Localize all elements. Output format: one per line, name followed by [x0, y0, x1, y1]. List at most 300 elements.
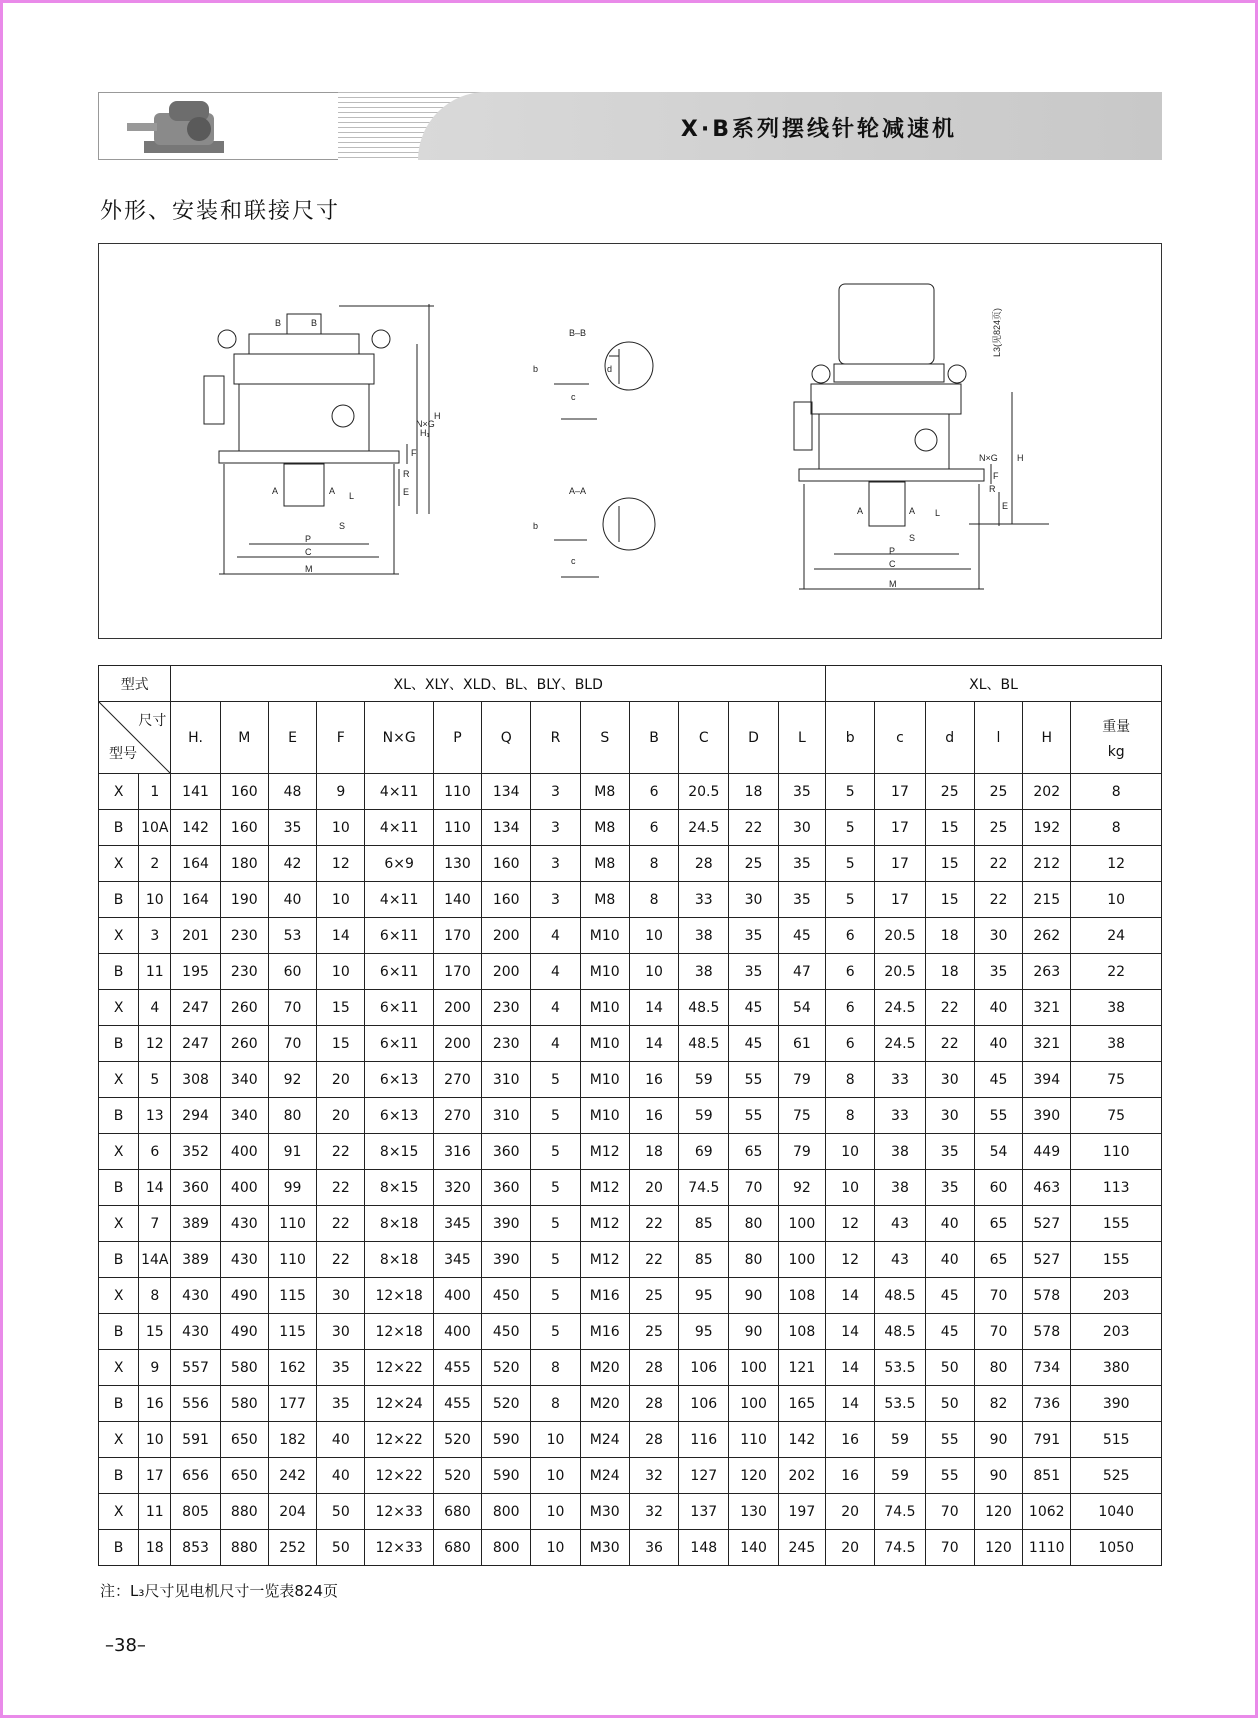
value-cell: 33 — [875, 1062, 925, 1098]
value-cell: 40 — [925, 1206, 974, 1242]
value-cell: 35 — [778, 882, 825, 918]
value-cell: 4 — [531, 990, 580, 1026]
value-cell: 580 — [220, 1350, 268, 1386]
value-cell: M10 — [580, 918, 629, 954]
value-cell: 15 — [925, 810, 974, 846]
value-cell: 45 — [778, 918, 825, 954]
value-cell: 527 — [1023, 1206, 1071, 1242]
model-cell: 13 — [139, 1098, 171, 1134]
value-cell: 24.5 — [875, 1026, 925, 1062]
value-cell: 6 — [826, 954, 875, 990]
value-cell: 10 — [531, 1530, 580, 1566]
value-cell: 79 — [778, 1062, 825, 1098]
value-cell: 8 — [531, 1386, 580, 1422]
value-cell: 1040 — [1071, 1494, 1162, 1530]
model-cell: 7 — [139, 1206, 171, 1242]
value-cell: 100 — [729, 1386, 778, 1422]
value-cell: 527 — [1023, 1242, 1071, 1278]
value-cell: M10 — [580, 990, 629, 1026]
svg-text:P: P — [305, 534, 312, 544]
value-cell: 134 — [482, 810, 531, 846]
column-header: M — [220, 702, 268, 774]
column-header: E — [268, 702, 316, 774]
value-cell: 80 — [974, 1350, 1022, 1386]
column-header: d — [925, 702, 974, 774]
value-cell: 12×33 — [365, 1494, 433, 1530]
value-cell: 203 — [1071, 1278, 1162, 1314]
value-cell: 42 — [268, 846, 316, 882]
value-cell: 142 — [778, 1422, 825, 1458]
model-cell: 17 — [139, 1458, 171, 1494]
value-cell: 200 — [482, 954, 531, 990]
value-cell: 197 — [778, 1494, 825, 1530]
value-cell: 24.5 — [679, 810, 729, 846]
svg-text:A–A: A–A — [569, 486, 587, 496]
value-cell: M10 — [580, 1062, 629, 1098]
group1-header: XL、XLY、XLD、BL、BLY、BLD — [171, 666, 826, 702]
value-cell: 321 — [1023, 990, 1071, 1026]
value-cell: 85 — [679, 1206, 729, 1242]
value-cell: 8 — [1071, 774, 1162, 810]
value-cell: 8×15 — [365, 1134, 433, 1170]
value-cell: M8 — [580, 846, 629, 882]
value-cell: M8 — [580, 882, 629, 918]
value-cell: 106 — [679, 1350, 729, 1386]
value-cell: 75 — [778, 1098, 825, 1134]
value-cell: M12 — [580, 1242, 629, 1278]
value-cell: 99 — [268, 1170, 316, 1206]
value-cell: 450 — [482, 1278, 531, 1314]
corner-top-label: 尺寸 — [138, 713, 167, 729]
model-cell: 16 — [139, 1386, 171, 1422]
value-cell: 38 — [875, 1134, 925, 1170]
column-header: b — [826, 702, 875, 774]
value-cell: 14 — [629, 990, 678, 1026]
value-cell: 110 — [1071, 1134, 1162, 1170]
value-cell: 800 — [482, 1530, 531, 1566]
value-cell: 3 — [531, 846, 580, 882]
value-cell: 33 — [679, 882, 729, 918]
value-cell: 18 — [729, 774, 778, 810]
value-cell: 736 — [1023, 1386, 1071, 1422]
value-cell: 734 — [1023, 1350, 1071, 1386]
value-cell: 490 — [220, 1278, 268, 1314]
svg-text:H₁: H₁ — [420, 428, 430, 438]
value-cell: 360 — [482, 1134, 531, 1170]
value-cell: 90 — [974, 1458, 1022, 1494]
value-cell: 22 — [317, 1242, 365, 1278]
value-cell: 10 — [531, 1422, 580, 1458]
model-cell: 12 — [139, 1026, 171, 1062]
value-cell: 6 — [629, 774, 678, 810]
value-cell: 15 — [317, 990, 365, 1026]
value-cell: 75 — [1071, 1098, 1162, 1134]
value-cell: 16 — [826, 1422, 875, 1458]
value-cell: 100 — [778, 1242, 825, 1278]
table-row — [99, 1386, 1162, 1422]
value-cell: 165 — [778, 1386, 825, 1422]
value-cell: 10 — [629, 918, 678, 954]
value-cell: M20 — [580, 1350, 629, 1386]
table-row — [99, 1026, 1162, 1062]
value-cell: 12 — [826, 1242, 875, 1278]
series-cell: X — [99, 846, 139, 882]
value-cell: 140 — [433, 882, 481, 918]
value-cell: 463 — [1023, 1170, 1071, 1206]
value-cell: 50 — [317, 1530, 365, 1566]
value-cell: 116 — [679, 1422, 729, 1458]
table-row — [99, 1062, 1162, 1098]
dimension-drawing — [98, 243, 1162, 639]
value-cell: 12×22 — [365, 1458, 433, 1494]
value-cell: 120 — [729, 1458, 778, 1494]
value-cell: 121 — [778, 1350, 825, 1386]
value-cell: 8 — [531, 1350, 580, 1386]
value-cell: 35 — [268, 810, 316, 846]
value-cell: 38 — [875, 1170, 925, 1206]
value-cell: 25 — [925, 774, 974, 810]
column-header: L — [778, 702, 825, 774]
value-cell: 263 — [1023, 954, 1071, 990]
reducer-photo — [99, 93, 239, 160]
value-cell: 74.5 — [875, 1530, 925, 1566]
value-cell: 25 — [974, 774, 1022, 810]
value-cell: 230 — [220, 918, 268, 954]
value-cell: 310 — [482, 1062, 531, 1098]
value-cell: 5 — [826, 774, 875, 810]
value-cell: 28 — [629, 1422, 678, 1458]
value-cell: 54 — [778, 990, 825, 1026]
value-cell: 137 — [679, 1494, 729, 1530]
table-row — [99, 1134, 1162, 1170]
value-cell: 800 — [482, 1494, 531, 1530]
table-row — [99, 1278, 1162, 1314]
section-title: 外形、安装和联接尺寸 — [100, 199, 341, 224]
value-cell: 245 — [778, 1530, 825, 1566]
value-cell: 247 — [171, 1026, 220, 1062]
value-cell: 15 — [925, 882, 974, 918]
value-cell: 4 — [531, 954, 580, 990]
value-cell: 230 — [482, 990, 531, 1026]
value-cell: 48 — [268, 774, 316, 810]
model-cell: 11 — [139, 954, 171, 990]
value-cell: 5 — [826, 882, 875, 918]
value-cell: 390 — [1071, 1386, 1162, 1422]
value-cell: 400 — [433, 1278, 481, 1314]
value-cell: 389 — [171, 1206, 220, 1242]
value-cell: 30 — [778, 810, 825, 846]
value-cell: 20 — [826, 1494, 875, 1530]
section-labels — [533, 328, 612, 566]
model-cell: 11 — [139, 1494, 171, 1530]
value-cell: 805 — [171, 1494, 220, 1530]
value-cell: 321 — [1023, 1026, 1071, 1062]
value-cell: 360 — [171, 1170, 220, 1206]
value-cell: 880 — [220, 1530, 268, 1566]
value-cell: 61 — [778, 1026, 825, 1062]
model-cell: 4 — [139, 990, 171, 1026]
value-cell: 155 — [1071, 1242, 1162, 1278]
value-cell: 5 — [826, 846, 875, 882]
value-cell: 14 — [826, 1350, 875, 1386]
table-row — [99, 1350, 1162, 1386]
value-cell: 430 — [220, 1242, 268, 1278]
value-cell: 10 — [1071, 882, 1162, 918]
value-cell: 12×18 — [365, 1278, 433, 1314]
value-cell: 389 — [171, 1242, 220, 1278]
value-cell: 3 — [531, 774, 580, 810]
value-cell: 316 — [433, 1134, 481, 1170]
value-cell: 48.5 — [875, 1314, 925, 1350]
value-cell: 190 — [220, 882, 268, 918]
value-cell: 308 — [171, 1062, 220, 1098]
svg-text:P: P — [889, 546, 896, 556]
value-cell: 30 — [925, 1098, 974, 1134]
value-cell: 100 — [729, 1350, 778, 1386]
value-cell: 8×18 — [365, 1242, 433, 1278]
section-bb-drawing — [554, 342, 653, 419]
value-cell: 6×11 — [365, 954, 433, 990]
value-cell: 59 — [875, 1458, 925, 1494]
value-cell: 15 — [925, 846, 974, 882]
value-cell: 55 — [729, 1062, 778, 1098]
value-cell: M8 — [580, 810, 629, 846]
value-cell: 55 — [925, 1458, 974, 1494]
value-cell: 45 — [729, 1026, 778, 1062]
column-header: H — [1023, 702, 1071, 774]
value-cell: 50 — [317, 1494, 365, 1530]
value-cell: 5 — [531, 1170, 580, 1206]
value-cell: 82 — [974, 1386, 1022, 1422]
value-cell: 270 — [433, 1098, 481, 1134]
series-cell: X — [99, 1134, 139, 1170]
table-row — [99, 1098, 1162, 1134]
value-cell: 520 — [482, 1386, 531, 1422]
value-cell: M10 — [580, 1026, 629, 1062]
value-cell: M24 — [580, 1458, 629, 1494]
value-cell: 8×18 — [365, 1206, 433, 1242]
value-cell: 4×11 — [365, 810, 433, 846]
section-aa-drawing — [554, 498, 655, 577]
series-cell: B — [99, 810, 139, 846]
value-cell: 177 — [268, 1386, 316, 1422]
table-row — [99, 1206, 1162, 1242]
value-cell: 400 — [433, 1314, 481, 1350]
svg-text:R: R — [403, 469, 410, 479]
value-cell: 160 — [220, 774, 268, 810]
value-cell: 36 — [629, 1530, 678, 1566]
value-cell: 25 — [629, 1314, 678, 1350]
value-cell: 16 — [629, 1098, 678, 1134]
value-cell: 390 — [1023, 1098, 1071, 1134]
svg-text:d: d — [607, 364, 613, 374]
series-cell: B — [99, 1026, 139, 1062]
model-cell: 10A — [139, 810, 171, 846]
table-row — [99, 1170, 1162, 1206]
value-cell: 30 — [317, 1278, 365, 1314]
value-cell: 85 — [679, 1242, 729, 1278]
value-cell: 38 — [1071, 1026, 1162, 1062]
value-cell: 115 — [268, 1314, 316, 1350]
value-cell: 580 — [220, 1386, 268, 1422]
value-cell: 1062 — [1023, 1494, 1071, 1530]
svg-text:H: H — [1017, 453, 1024, 463]
value-cell: 10 — [629, 954, 678, 990]
value-cell: 22 — [974, 882, 1022, 918]
value-cell: 16 — [629, 1062, 678, 1098]
column-header: S — [580, 702, 629, 774]
svg-text:R: R — [989, 484, 996, 494]
value-cell: 20.5 — [875, 954, 925, 990]
value-cell: 70 — [268, 990, 316, 1026]
value-cell: 54 — [974, 1134, 1022, 1170]
model-cell: 6 — [139, 1134, 171, 1170]
value-cell: 164 — [171, 846, 220, 882]
column-header: l — [974, 702, 1022, 774]
value-cell: 680 — [433, 1494, 481, 1530]
value-cell: 30 — [317, 1314, 365, 1350]
value-cell: M10 — [580, 1098, 629, 1134]
value-cell: M30 — [580, 1494, 629, 1530]
value-cell: 10 — [531, 1458, 580, 1494]
value-cell: 130 — [729, 1494, 778, 1530]
value-cell: 6×11 — [365, 990, 433, 1026]
value-cell: 70 — [729, 1170, 778, 1206]
value-cell: 65 — [729, 1134, 778, 1170]
series-cell: B — [99, 1530, 139, 1566]
value-cell: 390 — [482, 1242, 531, 1278]
model-cell: 3 — [139, 918, 171, 954]
series-cell: B — [99, 1098, 139, 1134]
svg-text:A: A — [857, 506, 864, 516]
value-cell: 90 — [729, 1314, 778, 1350]
svg-text:M: M — [889, 579, 897, 589]
value-cell: 80 — [729, 1242, 778, 1278]
value-cell: 14 — [826, 1386, 875, 1422]
left-drawing-labels — [272, 318, 441, 574]
value-cell: 55 — [974, 1098, 1022, 1134]
value-cell: 35 — [925, 1134, 974, 1170]
value-cell: 92 — [778, 1170, 825, 1206]
value-cell: 18 — [925, 954, 974, 990]
value-cell: 5 — [531, 1134, 580, 1170]
value-cell: 35 — [729, 918, 778, 954]
model-cell: 1 — [139, 774, 171, 810]
model-cell: 2 — [139, 846, 171, 882]
value-cell: 8 — [629, 846, 678, 882]
value-cell: 320 — [433, 1170, 481, 1206]
table-row — [99, 1458, 1162, 1494]
right-elevation-drawing — [794, 284, 1049, 589]
value-cell: 55 — [729, 1098, 778, 1134]
value-cell: 390 — [482, 1206, 531, 1242]
value-cell: 520 — [433, 1458, 481, 1494]
value-cell: 17 — [875, 882, 925, 918]
svg-text:N×G: N×G — [979, 453, 998, 463]
value-cell: 352 — [171, 1134, 220, 1170]
value-cell: 215 — [1023, 882, 1071, 918]
column-header: Q — [482, 702, 531, 774]
value-cell: M16 — [580, 1278, 629, 1314]
model-cell: 10 — [139, 882, 171, 918]
value-cell: 59 — [679, 1062, 729, 1098]
value-cell: 59 — [875, 1422, 925, 1458]
value-cell: 170 — [433, 918, 481, 954]
value-cell: 15 — [317, 1026, 365, 1062]
value-cell: 53 — [268, 918, 316, 954]
column-header: C — [679, 702, 729, 774]
value-cell: 345 — [433, 1242, 481, 1278]
value-cell: 45 — [729, 990, 778, 1026]
value-cell: 10 — [317, 882, 365, 918]
value-cell: 455 — [433, 1350, 481, 1386]
table-row — [99, 918, 1162, 954]
value-cell: 200 — [433, 1026, 481, 1062]
value-cell: M10 — [580, 954, 629, 990]
svg-text:A: A — [909, 506, 916, 516]
value-cell: M12 — [580, 1134, 629, 1170]
value-cell: 22 — [925, 1026, 974, 1062]
value-cell: 43 — [875, 1242, 925, 1278]
svg-text:L: L — [349, 491, 355, 501]
value-cell: 260 — [220, 990, 268, 1026]
value-cell: 5 — [531, 1314, 580, 1350]
value-cell: 35 — [925, 1170, 974, 1206]
svg-text:B: B — [311, 318, 318, 328]
value-cell: 14 — [826, 1278, 875, 1314]
value-cell: 70 — [925, 1530, 974, 1566]
value-cell: 20 — [629, 1170, 678, 1206]
value-cell: M20 — [580, 1386, 629, 1422]
right-drawing-labels — [857, 308, 1024, 589]
value-cell: 6×11 — [365, 1026, 433, 1062]
table-row — [99, 1242, 1162, 1278]
value-cell: 650 — [220, 1458, 268, 1494]
value-cell: 4 — [531, 1026, 580, 1062]
value-cell: 92 — [268, 1062, 316, 1098]
series-cell: X — [99, 1422, 139, 1458]
value-cell: 200 — [482, 918, 531, 954]
series-cell: X — [99, 774, 139, 810]
value-cell: 80 — [268, 1098, 316, 1134]
value-cell: 110 — [268, 1206, 316, 1242]
value-cell: 6 — [826, 1026, 875, 1062]
value-cell: 79 — [778, 1134, 825, 1170]
value-cell: 53.5 — [875, 1350, 925, 1386]
value-cell: 294 — [171, 1098, 220, 1134]
value-cell: 270 — [433, 1062, 481, 1098]
value-cell: 202 — [1023, 774, 1071, 810]
value-cell: 10 — [826, 1134, 875, 1170]
value-cell: 40 — [974, 1026, 1022, 1062]
value-cell: 400 — [220, 1170, 268, 1206]
value-cell: 5 — [531, 1098, 580, 1134]
value-cell: 140 — [729, 1530, 778, 1566]
value-cell: 69 — [679, 1134, 729, 1170]
value-cell: 30 — [925, 1062, 974, 1098]
value-cell: 35 — [778, 846, 825, 882]
value-cell: 25 — [974, 810, 1022, 846]
value-cell: 90 — [974, 1422, 1022, 1458]
value-cell: 430 — [171, 1314, 220, 1350]
value-cell: 360 — [482, 1170, 531, 1206]
column-header: B — [629, 702, 678, 774]
value-cell: 12 — [826, 1206, 875, 1242]
group2-header: XL、BL — [826, 666, 1162, 702]
svg-text:C: C — [305, 547, 312, 557]
series-cell: B — [99, 1458, 139, 1494]
model-cell: 18 — [139, 1530, 171, 1566]
